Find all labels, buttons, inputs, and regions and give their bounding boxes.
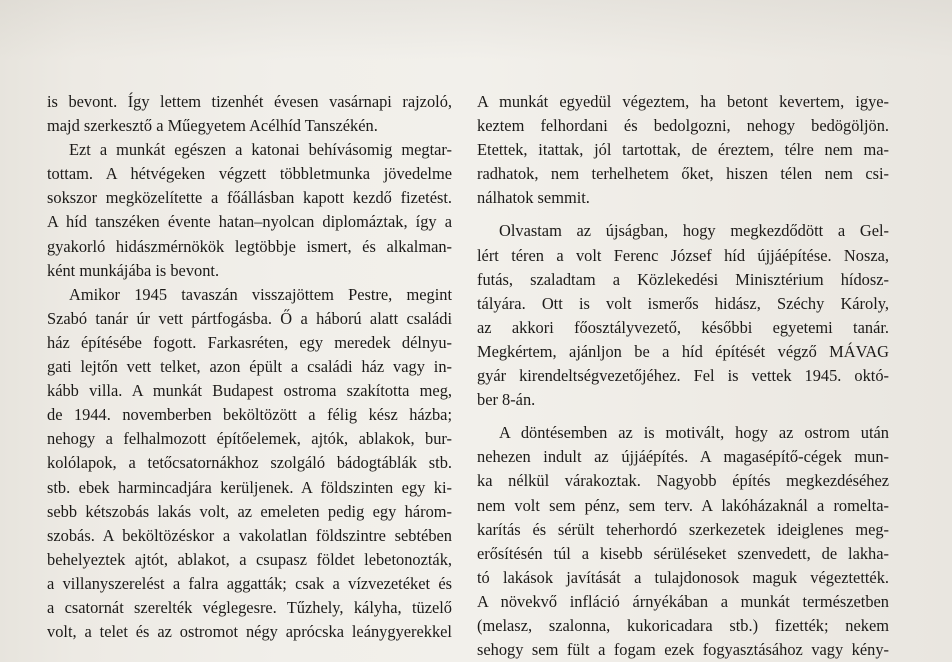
text-line: A híd tanszéken évente hatan–nyolcan diplomáztak, így a [47, 212, 452, 232]
text-line: ként munkájába is bevont. [47, 260, 220, 280]
text-line: ber 8-án. [477, 390, 536, 410]
text-line: radhatok, nem terhelhetem őket, hiszen télen nem csi- [477, 164, 889, 184]
text-line: tottam. A hétvégeken végzett többletmunka jövedelme [47, 164, 452, 184]
text-line: Szabó tanár úr vett pártfogásba. Ő a háború alatt családi [47, 308, 452, 328]
paragraph [47, 283, 452, 644]
text-line: ka nélkül várakoztak. Nagyobb építés megkezdéséhez [477, 471, 889, 491]
page-top-shade [0, 0, 952, 60]
text-line: kább villa. A munkát Budapest ostroma szakította meg, [47, 381, 452, 401]
paragraph-gap [477, 210, 889, 219]
text-line: Olvastam az újságban, hogy megkezdődött a Gel- [499, 221, 889, 241]
paragraph [477, 90, 889, 210]
text-line: majd szerkesztő a Műegyetem Acélhíd Tanszékén. [47, 116, 378, 136]
left-text-column [47, 90, 452, 644]
text-line: karítás és sérült teherhordó szerkezetek ideiglenes meg- [477, 519, 889, 539]
text-line: A növekvő infláció árnyékában a munkát természetben [477, 591, 889, 611]
text-line: A döntésemben az is motivált, hogy az ostrom után [499, 423, 889, 443]
text-line: gyakorló hidászmérnökök legtöbbje ismert, és alkalman- [47, 236, 452, 256]
text-line: Megkértem, ajánljon be a híd építését végző MÁVAG [477, 341, 889, 361]
right-text-column [477, 90, 889, 662]
text-line: stb. ebek harmincadjára kerüljenek. A földszinten egy ki- [47, 477, 452, 497]
text-line: nehezen indult az újjáépítés. A magasépítő-cégek mun- [477, 447, 889, 467]
text-line: tályára. Ott is volt ismerős hidász, Széchy Károly, [477, 293, 889, 313]
text-line: tó lakások javítását a tulajdonosok maguk végeztették. [477, 567, 889, 587]
paragraph-gap [477, 412, 889, 421]
text-line: kolólapok, a tetőcsatornákhoz szolgáló bádogtáblák stb. [47, 453, 452, 473]
text-line: futás, szaladtam a Közlekedési Minisztérium hídosz- [477, 269, 889, 289]
paragraph [47, 90, 452, 138]
text-line: de 1944. novemberben beköltözött a félig kész házba; [47, 405, 452, 425]
text-line: nem volt sem pénz, sem terv. A lakóházaknál a romelta- [477, 495, 889, 515]
paragraph [47, 138, 452, 283]
text-line: erősítésén túl a kisebb sérüléseket szenvedett, de lakha- [477, 543, 889, 563]
text-line: gyár kirendeltségvezetőjéhez. Fel is vettek 1945. októ- [477, 366, 889, 386]
text-line: volt, a telet és az ostromot négy aprócska leánygyerekkel [47, 622, 452, 642]
text-line: Amikor 1945 tavaszán visszajöttem Pestre, megint [69, 284, 452, 304]
text-line: A munkát egyedül végeztem, ha betont kevertem, igye- [477, 92, 889, 111]
text-line: nehogy a felhalmozott építőelemek, ajtók, ablakok, bur- [47, 429, 452, 449]
text-line: sebb kétszobás lakás volt, az emeleten pedig egy három- [47, 501, 452, 521]
text-line: a csatornát szerelték véglegesre. Tűzhely, kályha, tüzelő [47, 597, 452, 617]
text-line: sokszor megközelítette a főállásban kapott kezdő fizetést. [47, 188, 452, 208]
text-line: az akkori főosztályvezető, későbbi egyetemi tanár. [477, 317, 889, 337]
text-line: szobás. A beköltözéskor a vakolatlan földszintre sebtében [47, 525, 452, 545]
text-line: behelyeztek ajtót, ablakot, a csupasz földet lebetonozták, [47, 549, 452, 569]
text-line: Ezt a munkát egészen a katonai behívásomig megtar- [69, 140, 452, 160]
text-line: nálhatok semmit. [477, 188, 590, 208]
text-line: Etettek, itattak, jól tartottak, de éreztem, télre nem ma- [477, 140, 889, 160]
text-line: keztem felhordani és bedolgozni, nehogy bedögöljön. [477, 116, 889, 136]
text-line: gati lejtőn vett telket, azon épült a családi ház vagy in- [47, 357, 452, 377]
text-line: lért téren a volt Ferenc József híd újjáépítése. Nosza, [477, 245, 889, 265]
paragraph [477, 421, 889, 662]
text-line: is bevont. Így lettem tizenhét évesen vasárnapi rajzoló, [47, 92, 452, 111]
paragraph [477, 219, 889, 412]
text-line: (melasz, szalonna, kukoricadara stb.) fizették; nekem [477, 615, 889, 635]
text-line: a villanyszerelést a falra aggatták; csak a vízvezetéket és [47, 573, 452, 593]
text-line: ház építésébe fogott. Farkasréten, egy meredek délnyu- [47, 332, 452, 352]
text-line: sehogy sem fült a fogam ezek fogyasztásához vagy kény- [477, 640, 889, 660]
